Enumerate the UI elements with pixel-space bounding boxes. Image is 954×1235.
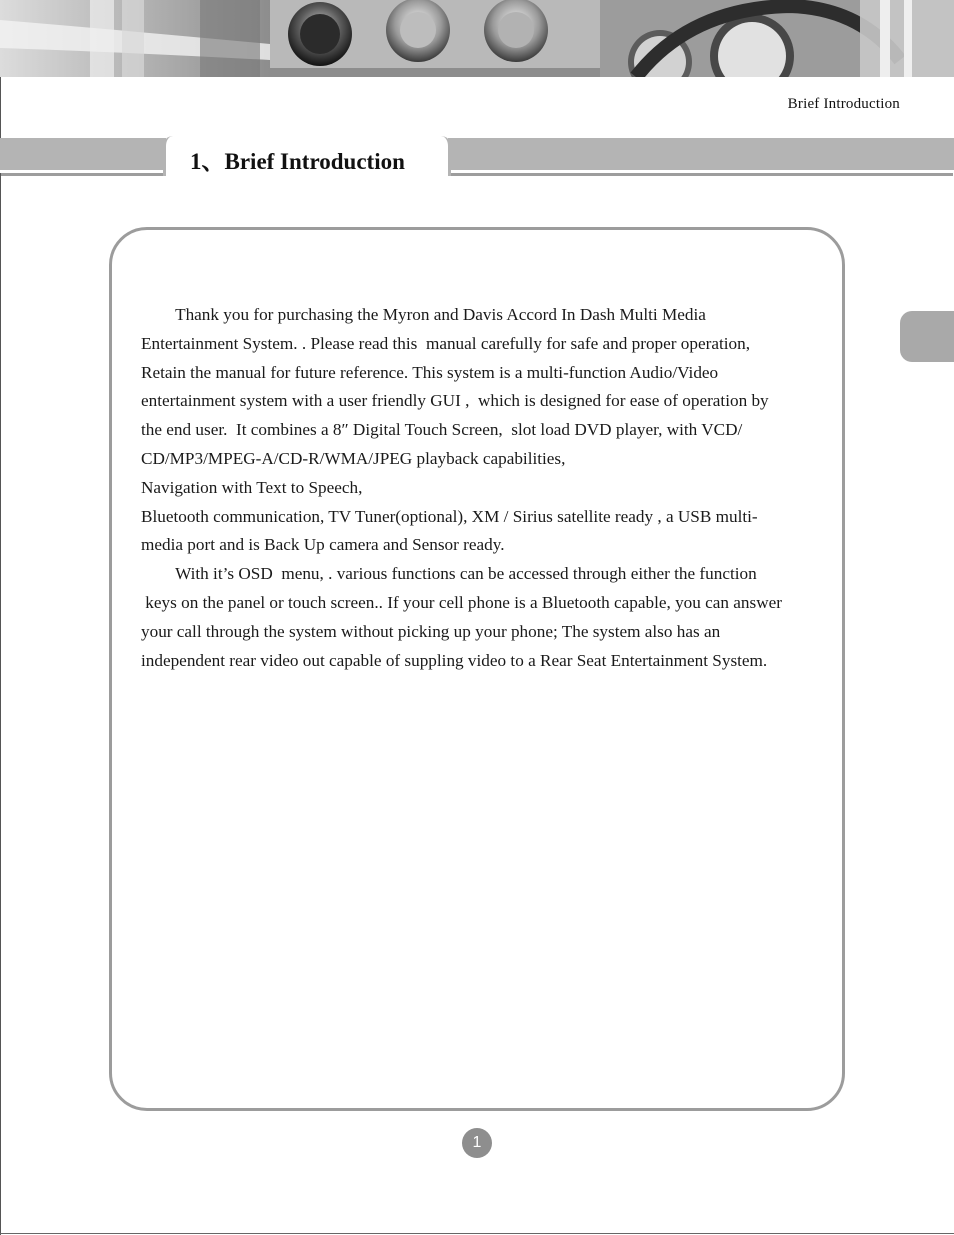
title-bar-right-band [448,138,954,173]
running-header-title: Brief Introduction [787,96,900,112]
body-line: Thank you for purchasing the Myron and Davis Accord In Dash Multi Media [141,305,706,324]
body-line: Navigation with Text to Speech, [141,477,363,497]
section-title: 1、Brief Introduction [190,149,405,174]
body-line: With it’s OSD menu, . various functions can be accessed through either the function [141,564,757,584]
page-left-border [0,77,1,1235]
body-line: media port and is Back Up camera and Sensor ready. [141,535,505,555]
dashboard-photo [0,0,954,77]
body-line: independent rear video out capable of suppling video to a Rear Seat Entertainment System. [141,650,768,670]
page-bottom-border [0,1233,954,1234]
header-banner-image [0,0,954,77]
page-number-badge: 1 [462,1128,492,1158]
body-line: Entertainment System. . Please read this manual carefully for safe and proper operation, [141,333,750,353]
body-line: entertainment system with a user friendly GUI , which is designed for ease of operation by [141,391,769,411]
body-line: CD/MP3/MPEG-A/CD-R/WMA/JPEG playback capabilities, [141,448,566,468]
side-thumb-tab [900,311,954,362]
title-bar-left-band [0,138,166,173]
body-line: the end user. It combines a 8″ Digital Touch Screen, slot load DVD player, with VCD/ [141,420,743,440]
body-line: your call through the system without picking up your phone; The system also has an [141,621,721,641]
body-line: keys on the panel or touch screen.. If your cell phone is a Bluetooth capable, you can answer [141,592,782,612]
introduction-body-text [141,301,841,675]
body-line: Retain the manual for future reference. This system is a multi-function Audio/Video [141,362,719,382]
body-line: Bluetooth communication, TV Tuner(optional), XM / Sirius satellite ready , a USB multi- [141,506,758,526]
